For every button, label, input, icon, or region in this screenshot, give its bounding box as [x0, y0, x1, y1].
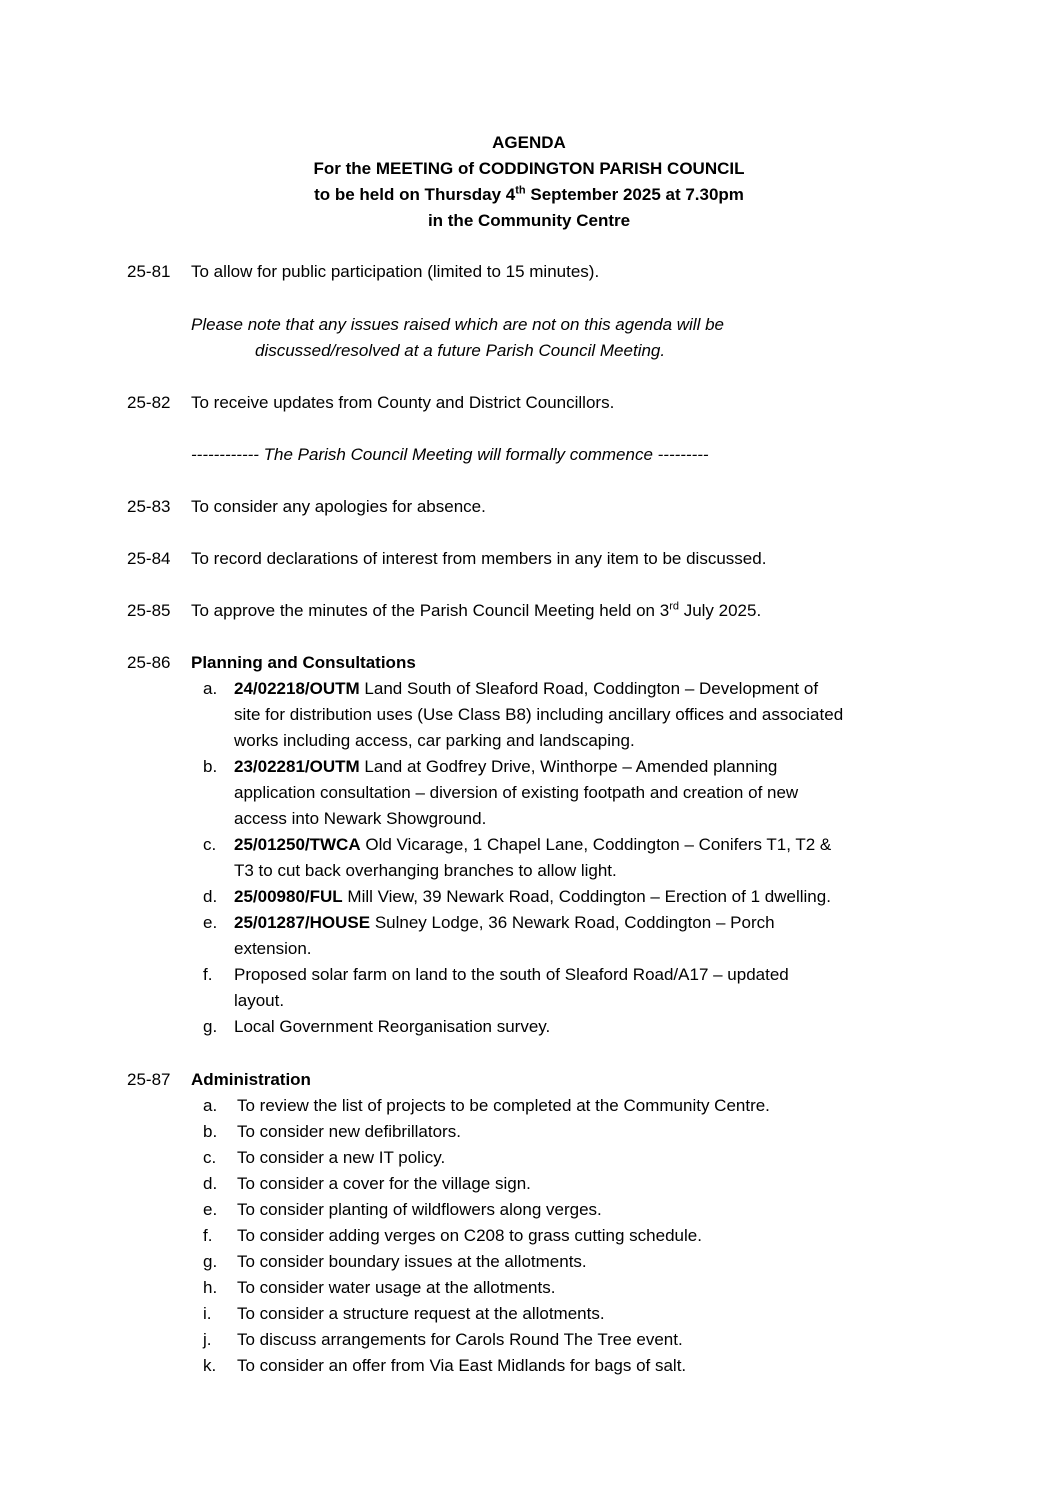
item-text: To consider any apologies for absence.: [191, 497, 486, 516]
item-number: 25-87: [127, 1070, 171, 1089]
section-heading: Planning and Consultations: [191, 653, 416, 672]
item-text: To consider water usage at the allotments.: [237, 1278, 556, 1297]
agenda-title: AGENDA: [492, 133, 566, 152]
item-text: To consider a structure request at the allotments.: [237, 1304, 605, 1323]
meeting-date: to be held on Thursday 4th September 2025 at 7.30pm: [314, 184, 744, 204]
item-number: 25-84: [127, 549, 171, 568]
item-letter: d.: [203, 887, 218, 906]
item-letter: a.: [203, 1096, 218, 1115]
item-number: 25-85: [127, 601, 171, 620]
item-text: To receive updates from County and District Councillors.: [191, 393, 615, 412]
meeting-venue: in the Community Centre: [427, 211, 631, 230]
application-reference: 24/02218/OUTM: [234, 679, 360, 698]
item-number: 25-83: [127, 497, 171, 516]
application-reference: 23/02281/OUTM: [234, 757, 360, 776]
application-reference: 25/01250/TWCA: [234, 835, 361, 854]
item-text: 25/00980/FUL Mill View, 39 Newark Road, Coddington – Erection of 1 dwelling.: [234, 887, 831, 906]
item-letter: c.: [203, 1148, 217, 1167]
public-participation-note: Please note that any issues raised which are not on this agenda will be discussed/resolved at a future Parish Council Meeting.: [191, 315, 724, 360]
item-letter: g.: [203, 1252, 218, 1271]
item-letter: g.: [203, 1017, 218, 1036]
item-number: 25-82: [127, 393, 171, 412]
item-text: 25/01250/TWCA Old Vicarage, 1 Chapel Lane, Coddington – Conifers T1, T2 & T3 to cut back overhanging branches to allow light.: [234, 835, 832, 880]
item-letter: f.: [203, 1226, 213, 1245]
item-text: 23/02281/OUTM Land at Godfrey Drive, Winthorpe – Amended planning application consultation – diversion of existing footpath and creation of new access into Newark Showground.: [234, 757, 799, 828]
item-letter: e.: [203, 913, 218, 932]
item-letter: k.: [203, 1356, 217, 1375]
item-text: To consider planting of wildflowers along verges.: [237, 1200, 602, 1219]
item-number: 25-81: [127, 262, 171, 281]
meeting-name: For the MEETING of CODDINGTON PARISH COUNCIL: [313, 159, 745, 178]
item-number: 25-86: [127, 653, 171, 672]
item-letter: a.: [203, 679, 218, 698]
item-text: 24/02218/OUTM Land South of Sleaford Road, Coddington – Development of site for distribution uses (Use Class B8) including ancillary offices and associated works including access, car parking and landscaping.: [234, 679, 844, 750]
commence-divider: ------------ The Parish Council Meeting will formally commence ---------: [191, 445, 709, 464]
item-text: To allow for public participation (limited to 15 minutes).: [191, 262, 600, 281]
item-letter: d.: [203, 1174, 218, 1193]
section-heading: Administration: [191, 1070, 311, 1089]
item-letter: f.: [203, 965, 213, 984]
item-text: To record declarations of interest from members in any item to be discussed.: [191, 549, 767, 568]
item-letter: i.: [203, 1304, 212, 1323]
agenda-header: [0, 130, 1058, 234]
item-letter: j.: [203, 1330, 212, 1349]
item-text: To consider boundary issues at the allotments.: [237, 1252, 587, 1271]
item-letter: h.: [203, 1278, 218, 1297]
item-text: To consider new defibrillators.: [237, 1122, 461, 1141]
item-letter: c.: [203, 835, 217, 854]
item-text: 25/01287/HOUSE Sulney Lodge, 36 Newark Road, Coddington – Porch extension.: [234, 913, 775, 958]
item-text: To approve the minutes of the Parish Council Meeting held on 3rd July 2025.: [191, 600, 762, 620]
item-letter: b.: [203, 1122, 218, 1141]
item-letter: b.: [203, 757, 218, 776]
item-text: To consider an offer from Via East Midlands for bags of salt.: [237, 1356, 687, 1375]
item-text: To consider a new IT policy.: [237, 1148, 446, 1167]
item-text: Local Government Reorganisation survey.: [234, 1017, 551, 1036]
item-letter: e.: [203, 1200, 218, 1219]
application-reference: 25/01287/HOUSE: [234, 913, 371, 932]
item-text: Proposed solar farm on land to the south of Sleaford Road/A17 – updated layout.: [234, 965, 789, 1010]
item-text: To review the list of projects to be completed at the Community Centre.: [237, 1096, 770, 1115]
application-reference: 25/00980/FUL: [234, 887, 343, 906]
item-text: To consider a cover for the village sign.: [237, 1174, 531, 1193]
item-text: To discuss arrangements for Carols Round The Tree event.: [237, 1330, 683, 1349]
item-text: To consider adding verges on C208 to grass cutting schedule.: [237, 1226, 702, 1245]
